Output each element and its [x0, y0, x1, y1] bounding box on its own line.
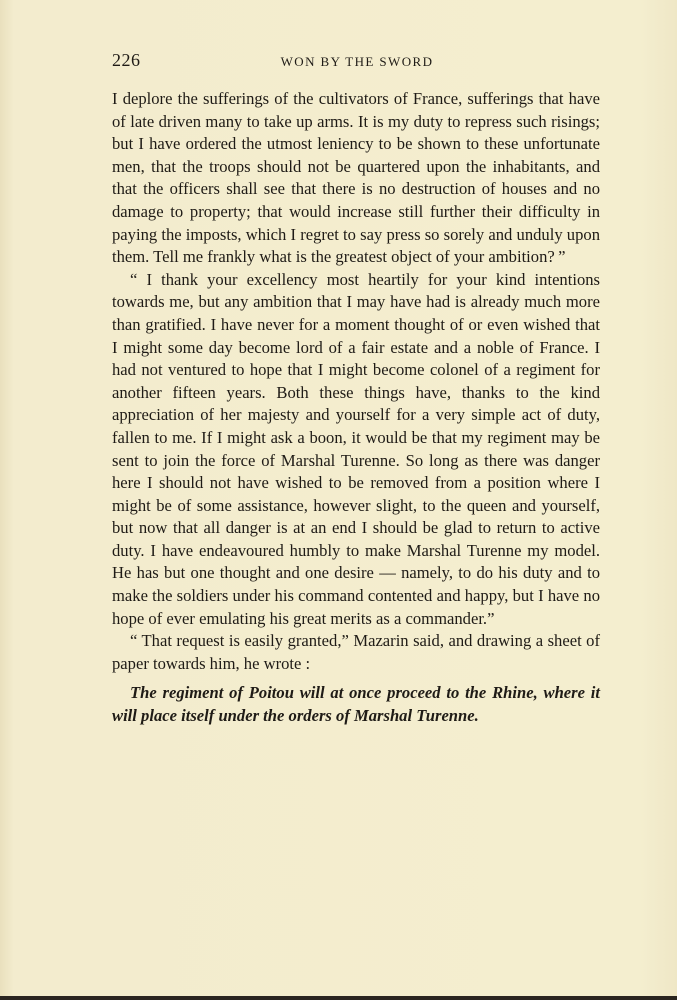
letter-text: The regiment of Poitou will at once proceed to the Rhine, where it will place itself under the orders of Marshal Turenne. [112, 683, 600, 726]
page-header [112, 50, 602, 74]
paragraph-3: “ That request is easily granted,” Mazarin said, and drawing a sheet of paper towards him, he wrote : [112, 631, 600, 673]
page-number: 226 [112, 50, 141, 70]
paragraph-1: I deplore the sufferings of the cultivators of France, sufferings that have of late driven many to take up arms. It is my duty to repress such risings; but I have ordered the utmost leniency to be shown to these unfortunate men, that the troops should not be quartered upon the inhabitants, and that the officers shall see that there is no destruction of houses and no damage to property; that would increase still further their difficulty in paying the imposts, which I regret to say press so sorely and unduly upon them. Tell me frankly what is the greatest object of your ambition? ” [112, 89, 600, 267]
paragraph-2: “ I thank your excellency most heartily for your kind intentions towards me, but any ambition that I may have had is already much more than gratified. I have never for a moment thought of or even wished that I might some day become lord of a fair estate and a noble of France. I had not ventured to hope that I might become colonel of a regiment for another fifteen years. Both these things have, thanks to the kind appreciation of her majesty and yourself for a very simple act of duty, fallen to me. If I might ask a boon, it would be that my regiment may be sent to join the force of Marshal Turenne. So long as there was danger here I should not have wished to be removed from a position where I might be of some assistance, however slight, to the queen and yourself, but now that all danger is at an end I should be glad to return to active duty. I have endeavoured humbly to make Marshal Turenne my model. He has but one thought and one desire — namely, to do his duty and to make the soldiers under his command contented and happy, but I have no hope of ever emulating his great merits as a commander.” [112, 269, 600, 628]
running-title: WON BY THE SWORD [280, 54, 434, 69]
bottom-edge-rule [0, 996, 677, 1000]
body-text [112, 88, 600, 727]
